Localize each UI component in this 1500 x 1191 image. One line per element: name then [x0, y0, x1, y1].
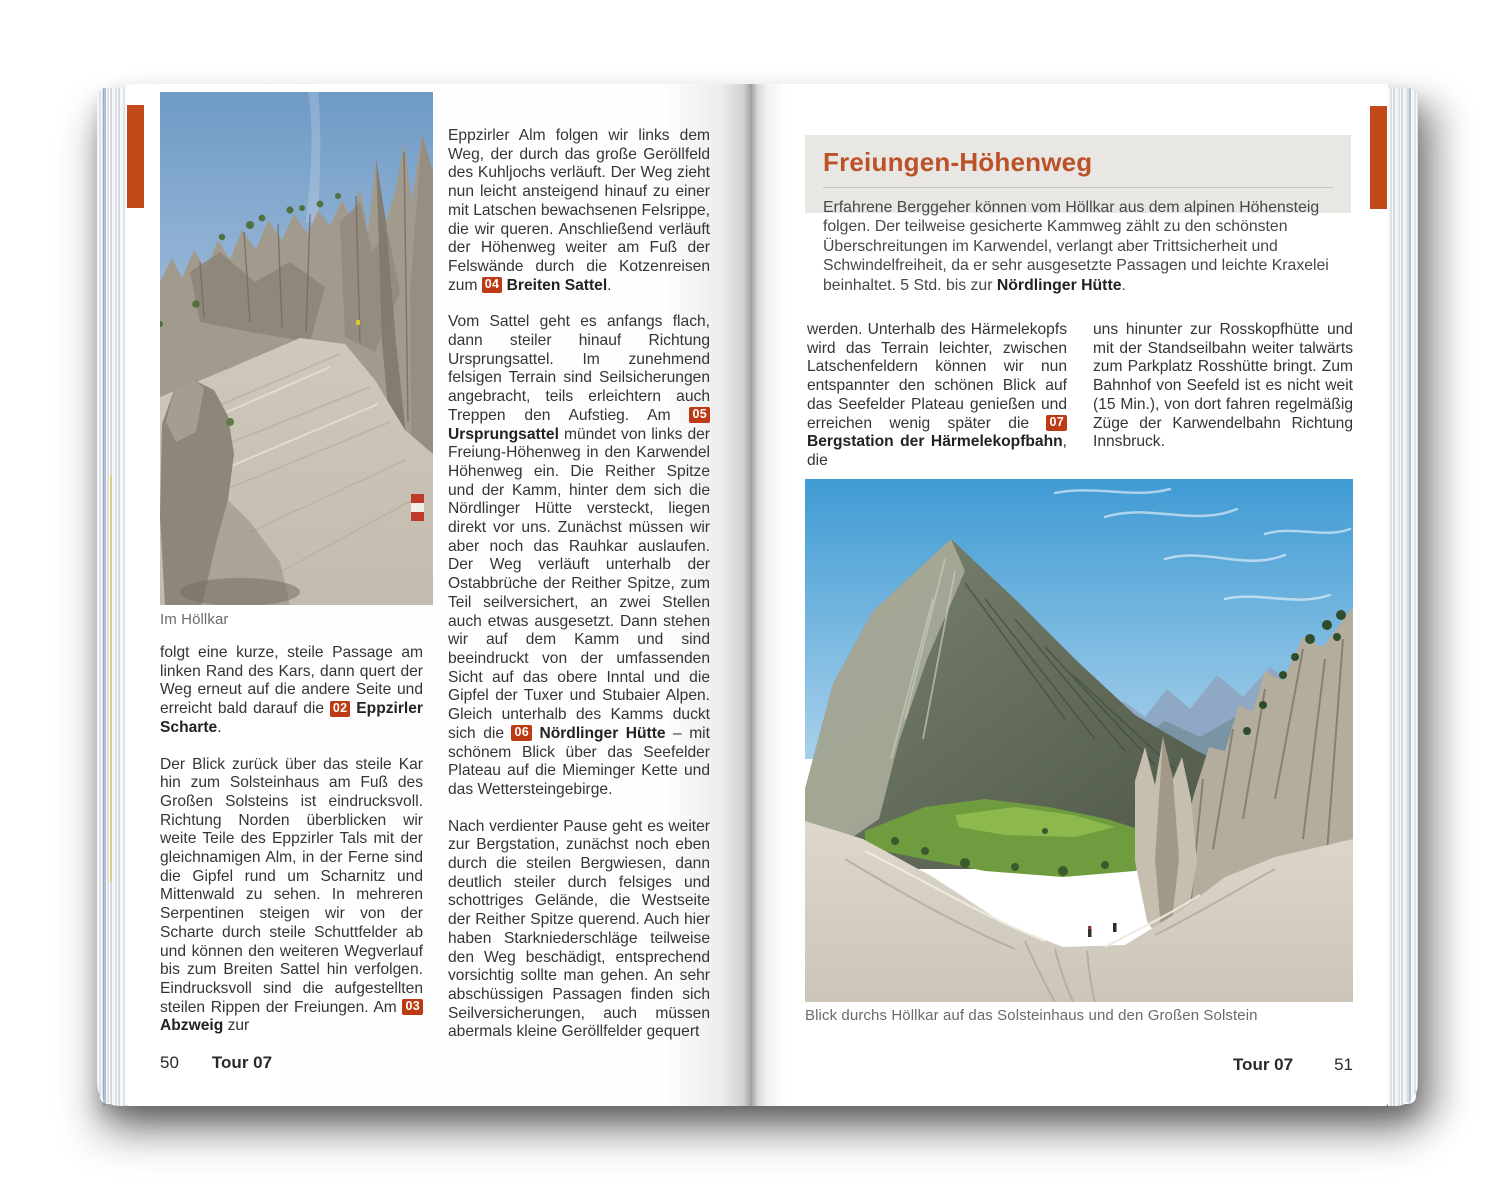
photo-caption: Im Höllkar — [160, 611, 229, 628]
right-page — [752, 84, 1388, 1106]
right-page-footer — [805, 1055, 1353, 1075]
chapter-thumb-tab — [1370, 106, 1387, 209]
right-page-column-1: werden. Unterhalb des Härmelekopfs wird das Terrain leichter, zwischen Latschenfeldern können wir nun entspannter den schönen Blick auf das Seefelder Plateau genießen und erreichen wenig später die 07 Bergstation der Härmelekopfbahn, die — [807, 321, 1067, 469]
waypoint-badge: 05 — [689, 407, 710, 423]
page-stack-edge-left — [97, 88, 127, 1106]
photo-hoellkar-valley — [805, 479, 1353, 1002]
right-page-column-2: uns hinunter zur Rosskopfhütte und mit der Standseilbahn weiter talwärts zum Parkplatz Rosshütte bringt. Zum Bahnhof von Seefeld ist es nicht weit (15 Min.), von dort fahren regelmäßig Züge der Karwendelbahn Richtung Innsbruck. — [1093, 321, 1353, 451]
waypoint-badge: 07 — [1046, 415, 1067, 431]
page-edge-stripe — [110, 475, 112, 882]
left-page-footer — [160, 1053, 272, 1073]
tour-info-box — [805, 135, 1351, 294]
page-edge-stripe — [1408, 88, 1411, 1106]
left-page-column-1: folgt eine kurze, steile Passage am linken Rand des Kars, dann quert der Weg erneut auf die andere Seite und erreicht bald darauf die 02 Eppzirler Scharte. Der Blick zurück über das steile Kar hin zum Solsteinhaus am Fuß des Großen Solsteins ist eindrucksvoll. Richtung Norden überblicken wir weite Teile des Eppzirler Tals mit der gleichnamigen Alm, in der Ferne sind die Gipfel rund um Scharnitz und Mittenwald zu sehen. In mehreren Serpentinen steigen wir von der Scharte durch steile Schuttfelder ab und können den weiteren Wegverlauf bis zum Breiten Sattel hin verfolgen. Eindrucksvoll sind die aufgestellten steilen Rippen der Freiungen. Am 03 Abzweig zur — [160, 644, 423, 1035]
tour-label: Tour 07 — [211, 1053, 273, 1072]
page-number: 50 — [160, 1053, 179, 1072]
left-page — [126, 84, 752, 1106]
page-stack-edge-right — [1388, 88, 1418, 1106]
waypoint-badge: 03 — [402, 999, 423, 1015]
photo-hoellkar-cliffs — [160, 92, 433, 605]
info-box-text: Erfahrene Berggeher können vom Höllkar aus dem alpinen Höhensteig folgen. Der teilweise gesicherte Kammweg zählt zu den schönsten Überschreitungen im Karwendel, verlangt aber Trittsicherheit und Schwindelfreiheit, da er sehr ausgesetzte Passagen und leichte Kraxelei beinhaltet. 5 Std. bis zur Nördlinger Hütte. — [823, 199, 1329, 294]
waypoint-badge: 02 — [330, 701, 351, 717]
page-number: 51 — [1334, 1055, 1353, 1074]
waypoint-badge: 06 — [511, 725, 532, 741]
heading-rule — [823, 187, 1333, 188]
photo-caption: Blick durchs Höllkar auf das Solsteinhaus und den Großen Solstein — [805, 1007, 1258, 1024]
left-page-column-2: Eppzirler Alm folgen wir links dem Weg, der durch das große Geröllfeld des Kuhljochs verläuft. Der Weg zieht nun leicht ansteigend hinauf zu einer mit Latschen bewachsenen Felsrippe, die wir queren. Anschließend verläuft der Höhenweg weiter am Fuß der Felswände durch die Kotzenreisen zum 04 Breiten Sattel. Vom Sattel geht es anfangs flach, dann steiler hinauf Richtung Ursprungsattel. Im zunehmend felsigen Terrain sind Seilsicherungen angebracht, teils erleichtern auch Treppen den Aufstieg. Am 05 Ursprungsattel mündet von links der Freiung-Höhenweg in den Karwendel Höhenweg ein. Die Reither Spitze und der Kamm, hinter dem sich die Nördlinger Hütte versteckt, liegen direkt vor uns. Zunächst müssen wir aber noch das Rauhkar auslaufen. Der Weg verläuft unterhalb der Ostabbrüche der Reither Spitze, zum Teil seilversichert, an zwei Stellen auch etwas ausgesetzt. Dann stehen wir auf dem Kamm und sind beeindruckt von der umfassenden Sicht auf das obere Inntal und die Gipfel der Tuxer und Stubaier Alpen. Gleich unterhalb des Kamms duckt sich die 06 Nördlinger Hütte – mit schönem Blick über das Seefelder Plateau auf die Mieminger Kette und das Wettersteingebirge. Nach verdienter Pause geht es weiter zur Bergstation, zunächst noch eben durch die steilen Bergwiesen, dann deutlich steiler durch felsiges und schottriges Gelände, die Westseite der Reither Spitze querend. Auch hier haben Starkniederschläge teilweise den Weg beschädigt, entsprechend vorsichtig sollte man gehen. An sehr abschüssigen Passagen finden sich Seilversicherungen, auch müssen abermals kleine Geröllfelder gequert — [448, 127, 710, 1041]
tour-label: Tour 07 — [1232, 1055, 1294, 1074]
waypoint-badge: 04 — [482, 277, 503, 293]
section-heading: Freiungen-Höhenweg — [823, 147, 1093, 177]
chapter-thumb-tab — [127, 105, 144, 208]
page-edge-stripe — [103, 88, 106, 1106]
